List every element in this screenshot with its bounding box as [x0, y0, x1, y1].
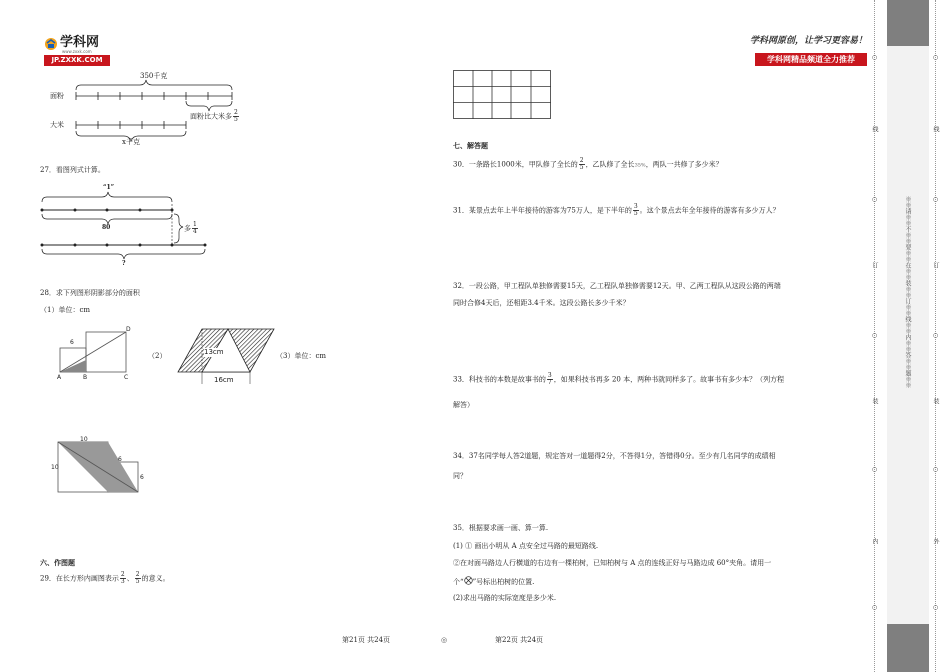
label-x: x千克 [122, 138, 140, 146]
binding-circle-3: ○ [871, 332, 878, 339]
binding-outer-line: 线 [932, 126, 939, 132]
label-question: ? [122, 260, 126, 267]
label-80: 80 [102, 224, 111, 231]
fraction-q31: $\frac{3}{5}$ [633, 203, 638, 217]
page-footer-21: 第21页 共24页 [342, 636, 391, 644]
fraction-1-4: $\frac{1}{4}$ [193, 221, 197, 235]
tree-mark-icon [464, 576, 473, 588]
recommend-badge: 学科网精品频道全力推荐 [755, 53, 867, 66]
fig2-base: 16cm [214, 376, 234, 384]
logo-icon [44, 36, 58, 50]
fig1-shaded-triangle [52, 324, 142, 384]
fig2-hatched-parallelogram [176, 326, 276, 386]
section-6-title: 六、作图题 [40, 558, 75, 567]
logo-text: 学科网 [60, 35, 100, 50]
q28-sub2: （2） [148, 352, 167, 360]
binding-circle-9: ○ [932, 466, 939, 473]
fig2-height: 13cm [204, 348, 224, 356]
logo-url-badge: JP.ZXXK.COM [44, 55, 110, 66]
q28-text: 28．求下列图形阴影部分的面积 [40, 289, 140, 297]
binding-outer-ding: 订 [932, 262, 939, 268]
q33-pre: 33．科技书的本数是故事书的 [453, 375, 546, 384]
binding-circle-10: ○ [932, 604, 939, 611]
binding-inner-line: 线 [871, 126, 878, 132]
binding-inner-zhuang: 装 [871, 398, 878, 404]
q35-title: 35．根据要求画一画、算一算. [453, 524, 549, 532]
q32-line2: 同时合修4天后，还相距3.4千米。这段公路长多少千米？ [453, 299, 630, 307]
fig1-label-6: 6 [70, 339, 74, 346]
q33-line2: 解答） [453, 401, 474, 409]
logo [44, 36, 112, 70]
fraction-q30: $\frac{2}{5}$ [579, 157, 584, 171]
q27-text: 27．看图列式计算。 [40, 166, 105, 174]
page-footer-22: 第22页 共24页 [495, 636, 544, 644]
binding-circle-4: ○ [871, 466, 878, 473]
section-7-title: 七、解答题 [453, 141, 488, 150]
q35-l3a: 个“ [453, 578, 464, 586]
q34-line2: 同？ [453, 472, 467, 480]
binding-warning: ※※请※※不※※要※※在※※装※※订※※线※※内※※答※※题※※ [904, 196, 911, 388]
binding-circle-1: ○ [871, 54, 878, 61]
q31-post: 。这个景点去年全年接待的游客有多少万人？ [639, 206, 780, 215]
q30-pct: 35% [634, 162, 646, 169]
fraction-q33: $\frac{3}{7}$ [547, 372, 552, 386]
center-mark-icon: ◎ [441, 636, 448, 644]
label-350: 350千克 [140, 72, 168, 80]
q29-grid [453, 70, 551, 119]
label-one: “1” [103, 184, 115, 191]
q29-post: 的意义。 [141, 574, 170, 583]
binding-circle-5: ○ [871, 604, 878, 611]
q35-l3b: ”号标出柏树的位置. [472, 578, 535, 586]
fig1-label-a: A [57, 374, 62, 381]
q33-text [453, 373, 784, 386]
fig1-label-b: B [83, 374, 88, 381]
binding-gray-bottom [887, 624, 929, 672]
fig3-top-10: 10 [80, 436, 88, 443]
fraction-2-5: $\frac{2}{5}$ [234, 109, 238, 123]
side-note: 面粉比大米多 [190, 112, 232, 121]
q28-sub1: （1）单位：cm [40, 306, 91, 314]
binding-circle-2: ○ [871, 196, 878, 203]
slogan: 学科网原创，让学习更容易！ [750, 36, 868, 46]
label-flour: 面粉 [50, 92, 64, 100]
q33-post: ，如果科技书再多 20 本，两种书就同样多了。故事书有多少本？（列方程 [553, 375, 785, 384]
label-rice: 大米 [50, 121, 64, 129]
binding-inner-nei: 内 [871, 538, 878, 544]
q35-line2: ②在对面马路边人行横道的右边有一棵柏树，已知柏树与 A 点的连线正好与马路边成 60°夹角。请用一 [453, 559, 772, 567]
q29-text [40, 572, 170, 585]
fig1-label-d: D [126, 326, 131, 333]
q29-sep: 、 [126, 574, 134, 583]
fraction-2-5b: $\frac{2}{5}$ [135, 571, 140, 585]
binding-circle-6: ○ [932, 54, 939, 61]
binding-outer-zhuang: 装 [932, 398, 939, 404]
binding-circle-8: ○ [932, 332, 939, 339]
q30-text [453, 158, 723, 171]
q29-pre: 29．在长方形内画图表示 [40, 574, 119, 583]
logo-sub: www.zxxk.com [62, 49, 92, 54]
binding-circle-7: ○ [932, 196, 939, 203]
fig3-top-6: 6 [118, 456, 122, 463]
q32-line1: 32．一段公路，甲工程队单独修需要15天，乙工程队单独修需要12天。甲、乙两工程队从这段公路的两端 [453, 282, 781, 290]
fig3-right-6: 6 [140, 474, 144, 481]
q35-line1: (1) ① 画出小明从 A 点安全过马路的最短路线. [453, 542, 599, 550]
fig3-left-10: 10 [51, 464, 59, 471]
fraction-2-3: $\frac{2}{3}$ [120, 571, 125, 585]
q34-line1: 34．37名同学每人答2道题，规定答对一道题得2分，不答得1分，答错得0分。至少有几名同学的成绩相 [453, 452, 776, 460]
q30-pre: 30．一条路长1000米，甲队修了全长的 [453, 160, 578, 169]
q28-sub3: （3）单位：cm [276, 352, 327, 360]
binding-inner-ding: 订 [871, 262, 878, 268]
q35-line4: (2)求出马路的实际宽度是多少米. [453, 594, 557, 602]
q31-text [453, 204, 780, 217]
q30-mid: ，乙队修了全长 [585, 160, 635, 169]
q27-diagram [40, 184, 240, 276]
diagram-flour-rice [40, 70, 280, 150]
q31-pre: 31．某景点去年上半年接待的游客为75万人，是下半年的 [453, 206, 632, 215]
label-more [190, 110, 240, 123]
q35-line3 [453, 576, 534, 588]
fig3-shaded-composite [46, 436, 156, 496]
q30-post: ，两队一共修了多少米？ [645, 160, 723, 169]
binding-gray-top [887, 0, 929, 46]
more-text: 多 [184, 224, 191, 233]
fig1-label-c: C [124, 374, 129, 381]
binding-outer-wai: 外 [932, 538, 939, 544]
label-more-quarter [184, 222, 199, 235]
